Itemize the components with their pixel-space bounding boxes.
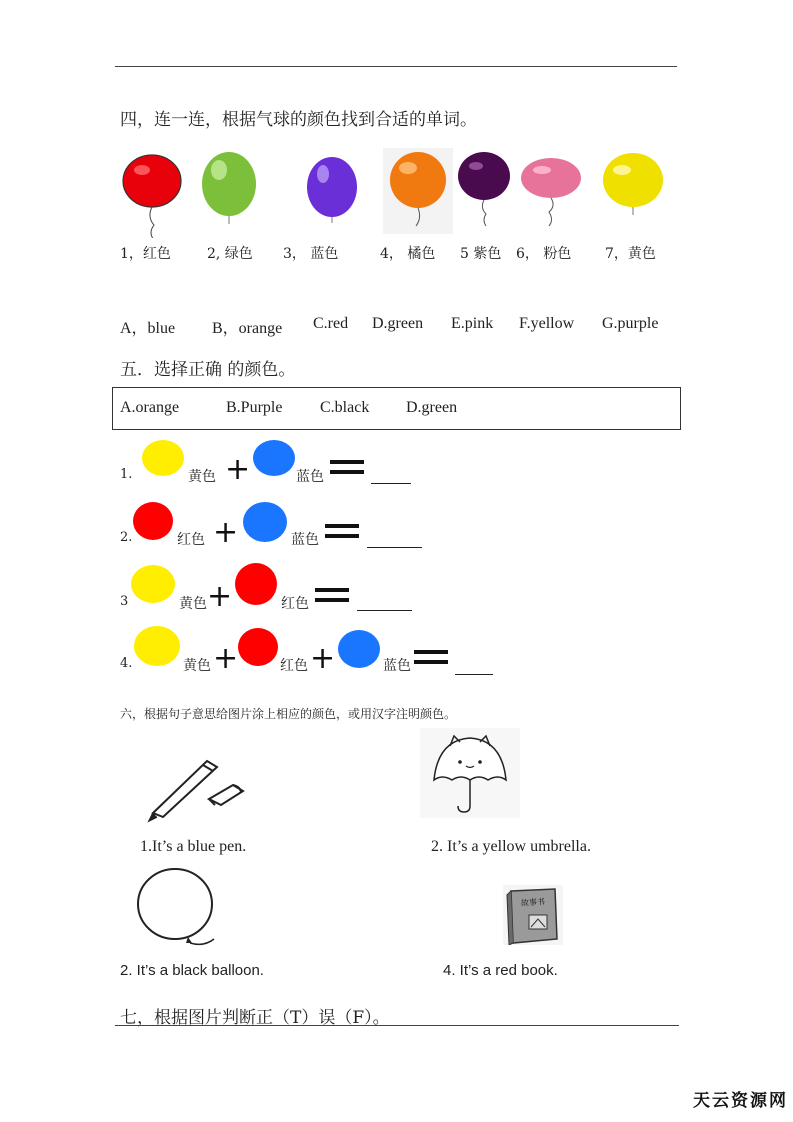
balloon-label-5: 5 紫色 — [460, 246, 502, 262]
blue-dot — [338, 630, 380, 668]
word-option-b: B，orange — [212, 320, 283, 337]
bottom-rule — [115, 1025, 679, 1026]
answer-blank-4[interactable] — [455, 674, 493, 675]
mix-row-2-color-2: 蓝色 — [291, 532, 319, 548]
mix-row-2-color-1: 红色 — [177, 532, 205, 548]
balloon-label-3: 3， 蓝色 — [283, 246, 339, 262]
mix-row-4-color-2: 红色 — [280, 658, 308, 674]
sentence-4: 4. It’s a red book. — [443, 962, 558, 979]
mix-row-1-color-1: 黄色 — [188, 469, 216, 485]
mix-row-4-color-1: 黄色 — [183, 658, 211, 674]
section5-heading: 五．选择正确 的颜色。 — [120, 360, 296, 380]
sentence-3: 2. It’s a black balloon. — [120, 962, 264, 979]
color-option-b: B.Purple — [226, 399, 283, 416]
red-dot — [133, 502, 173, 540]
blue-dot — [253, 440, 295, 476]
mix-row-1-color-2: 蓝色 — [296, 469, 324, 485]
color-option-c: C.black — [320, 399, 370, 416]
color-option-d: D.green — [406, 399, 458, 416]
balloon-icon-purple — [458, 152, 510, 226]
balloon-icon-red — [123, 155, 181, 238]
word-option-a: A，blue — [120, 320, 176, 337]
balloon-label-6: 6， 粉色 — [516, 246, 572, 262]
umbrella-icon — [420, 728, 520, 818]
balloon-label-4: 4， 橘色 — [380, 246, 436, 262]
balloon-row — [0, 148, 793, 238]
book-icon — [503, 885, 563, 945]
word-option-f: F.yellow — [519, 315, 575, 332]
balloon-icon-orange — [383, 148, 453, 234]
balloon-icon-blue — [307, 157, 357, 223]
plus-sign: + — [310, 641, 336, 676]
mix-row-3-color-1: 黄色 — [179, 596, 207, 612]
plus-sign: + — [213, 641, 239, 676]
watermark-text: 天云资源网 — [693, 1091, 788, 1111]
mix-row-4-number: 4. — [120, 656, 133, 671]
color-options-box — [112, 387, 681, 430]
balloon-label-1: 1，红色 — [120, 246, 171, 262]
word-option-c: C.red — [313, 315, 349, 332]
yellow-dot — [131, 565, 175, 603]
red-dot — [238, 628, 278, 666]
color-option-a: A.orange — [120, 399, 180, 416]
sentence-1: 1.It’s a blue pen. — [140, 838, 247, 855]
mix-row-2-number: 2. — [120, 530, 133, 545]
answer-blank-3[interactable] — [357, 610, 412, 611]
section6-heading: 六，根据句子意思给图片涂上相应的颜色，或用汉字注明颜色。 — [120, 707, 457, 721]
mix-row-4-color-3: 蓝色 — [383, 658, 411, 674]
mix-row-3-number: 3 — [120, 594, 129, 609]
balloon-label-2: 2, 绿色 — [207, 246, 253, 262]
word-option-d: D.green — [372, 315, 424, 332]
answer-blank-2[interactable] — [367, 547, 422, 548]
word-option-e: E.pink — [451, 315, 494, 332]
red-dot — [235, 563, 277, 605]
balloon-label-7: 7，黄色 — [605, 246, 656, 262]
mix-row-1-number: 1. — [120, 467, 133, 482]
section7-heading: 七，根据图片判断正（T）误（F）。 — [120, 1008, 390, 1028]
pen-icon — [145, 755, 255, 825]
plus-sign: + — [207, 579, 233, 614]
yellow-dot — [142, 440, 184, 476]
top-rule — [115, 66, 677, 67]
word-option-g: G.purple — [602, 315, 659, 332]
balloon-icon-yellow — [603, 153, 663, 215]
section4-heading: 四，连一连，根据气球的颜色找到合适的单词。 — [120, 110, 477, 130]
answer-blank-1[interactable] — [371, 483, 411, 484]
balloon-icon-pink — [521, 158, 581, 226]
sentence-2: 2. It’s a yellow umbrella. — [431, 838, 591, 855]
balloon-outline-icon — [130, 866, 230, 956]
yellow-dot — [134, 626, 180, 666]
book-title: 故事书 — [520, 897, 546, 908]
plus-sign: + — [213, 515, 239, 550]
plus-sign: + — [225, 452, 251, 487]
blue-dot — [243, 502, 287, 542]
balloon-icon-green — [202, 152, 256, 224]
mix-row-3-color-2: 红色 — [281, 596, 309, 612]
